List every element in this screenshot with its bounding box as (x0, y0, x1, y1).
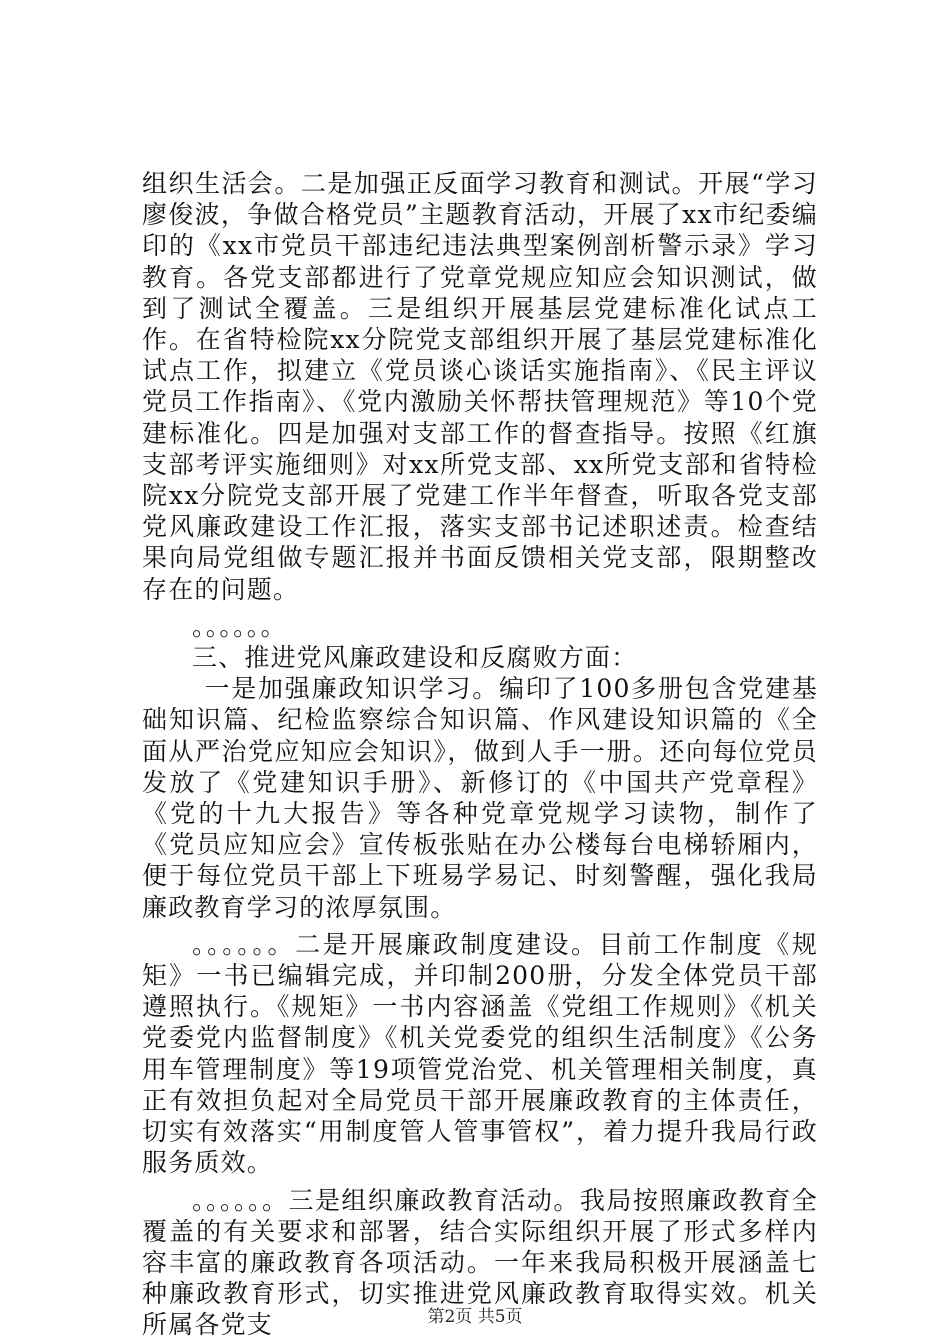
paragraph-3: 。。。。。。二是开展廉政制度建设。目前工作制度《规矩》一书已编辑完成，并印制200册，分发全体党员干部遵照执行。《规矩》一书内容涵盖《党组工作规则》《机关党委党内监督制度》《机关党委党的组织生活制度》《公务用车管理制度》等19项管党治党、机关管理相关制度，真正有效担负起对全局党员干部开展廉政教育的主体责任，切实有效落实“用制度管人管事管权”，着力提升我局行政服务质效。 (142, 929, 818, 1178)
section-heading: 三、推进党风廉政建设和反腐败方面： (192, 643, 638, 673)
page-footer: 第2页 共5页 (427, 1307, 523, 1327)
paragraph-1: 组织生活会。二是加强正反面学习教育和测试。开展“学习廖俊波，争做合格党员”主题教育活动，开展了xx市纪委编印的《xx市党员干部违纪违法典型案例剖析警示录》学习教育。各党支部都进行了党章党规应知应会知识测试，做到了测试全覆盖。三是组织开展基层党建标准化试点工作。在省特检院xx分院党支部组织开展了基层党建标准化试点工作，拟建立《党员谈心谈话实施指南》、《民主评议党员工作指南》、《党内激励关怀帮扶管理规范》等10个党建标准化。四是加强对支部工作的督查指导。按照《红旗支部考评实施细则》对xx所党支部、xx所党支部和省特检院xx分院党支部开展了党建工作半年督查，听取各党支部党风廉政建设工作汇报，落实支部书记述职述责。检查结果向局党组做专题汇报并书面反馈相关党支部，限期整改存在的问题。 (142, 169, 818, 604)
paragraph-ellipsis: 。。。。。。 (192, 611, 287, 641)
document-body (142, 168, 818, 1341)
paragraph-4: 。。。。。。三是组织廉政教育活动。我局按照廉政教育全覆盖的有关要求和部署，结合实际组织开展了形式多样内容丰富的廉政教育各项活动。一年来我局积极开展涵盖七种廉政教育形式，切实推进党风廉政教育取得实效。机关所属各党支 (142, 1185, 818, 1340)
paragraph-2: 一是加强廉政知识学习。编印了100多册包含党建基础知识篇、纪检监察综合知识篇、作风建设知识篇的《全面从严治党应知应会知识》，做到人手一册。还向每位党员发放了《党建知识手册》、新修订的《中国共产党章程》《党的十九大报告》等各种党章党规学习读物，制作了《党员应知应会》宣传板张贴在办公楼每台电梯轿厢内，便于每位党员干部上下班易学易记、时刻警醒，强化我局廉政教育学习的浓厚氛围。 (142, 674, 818, 922)
